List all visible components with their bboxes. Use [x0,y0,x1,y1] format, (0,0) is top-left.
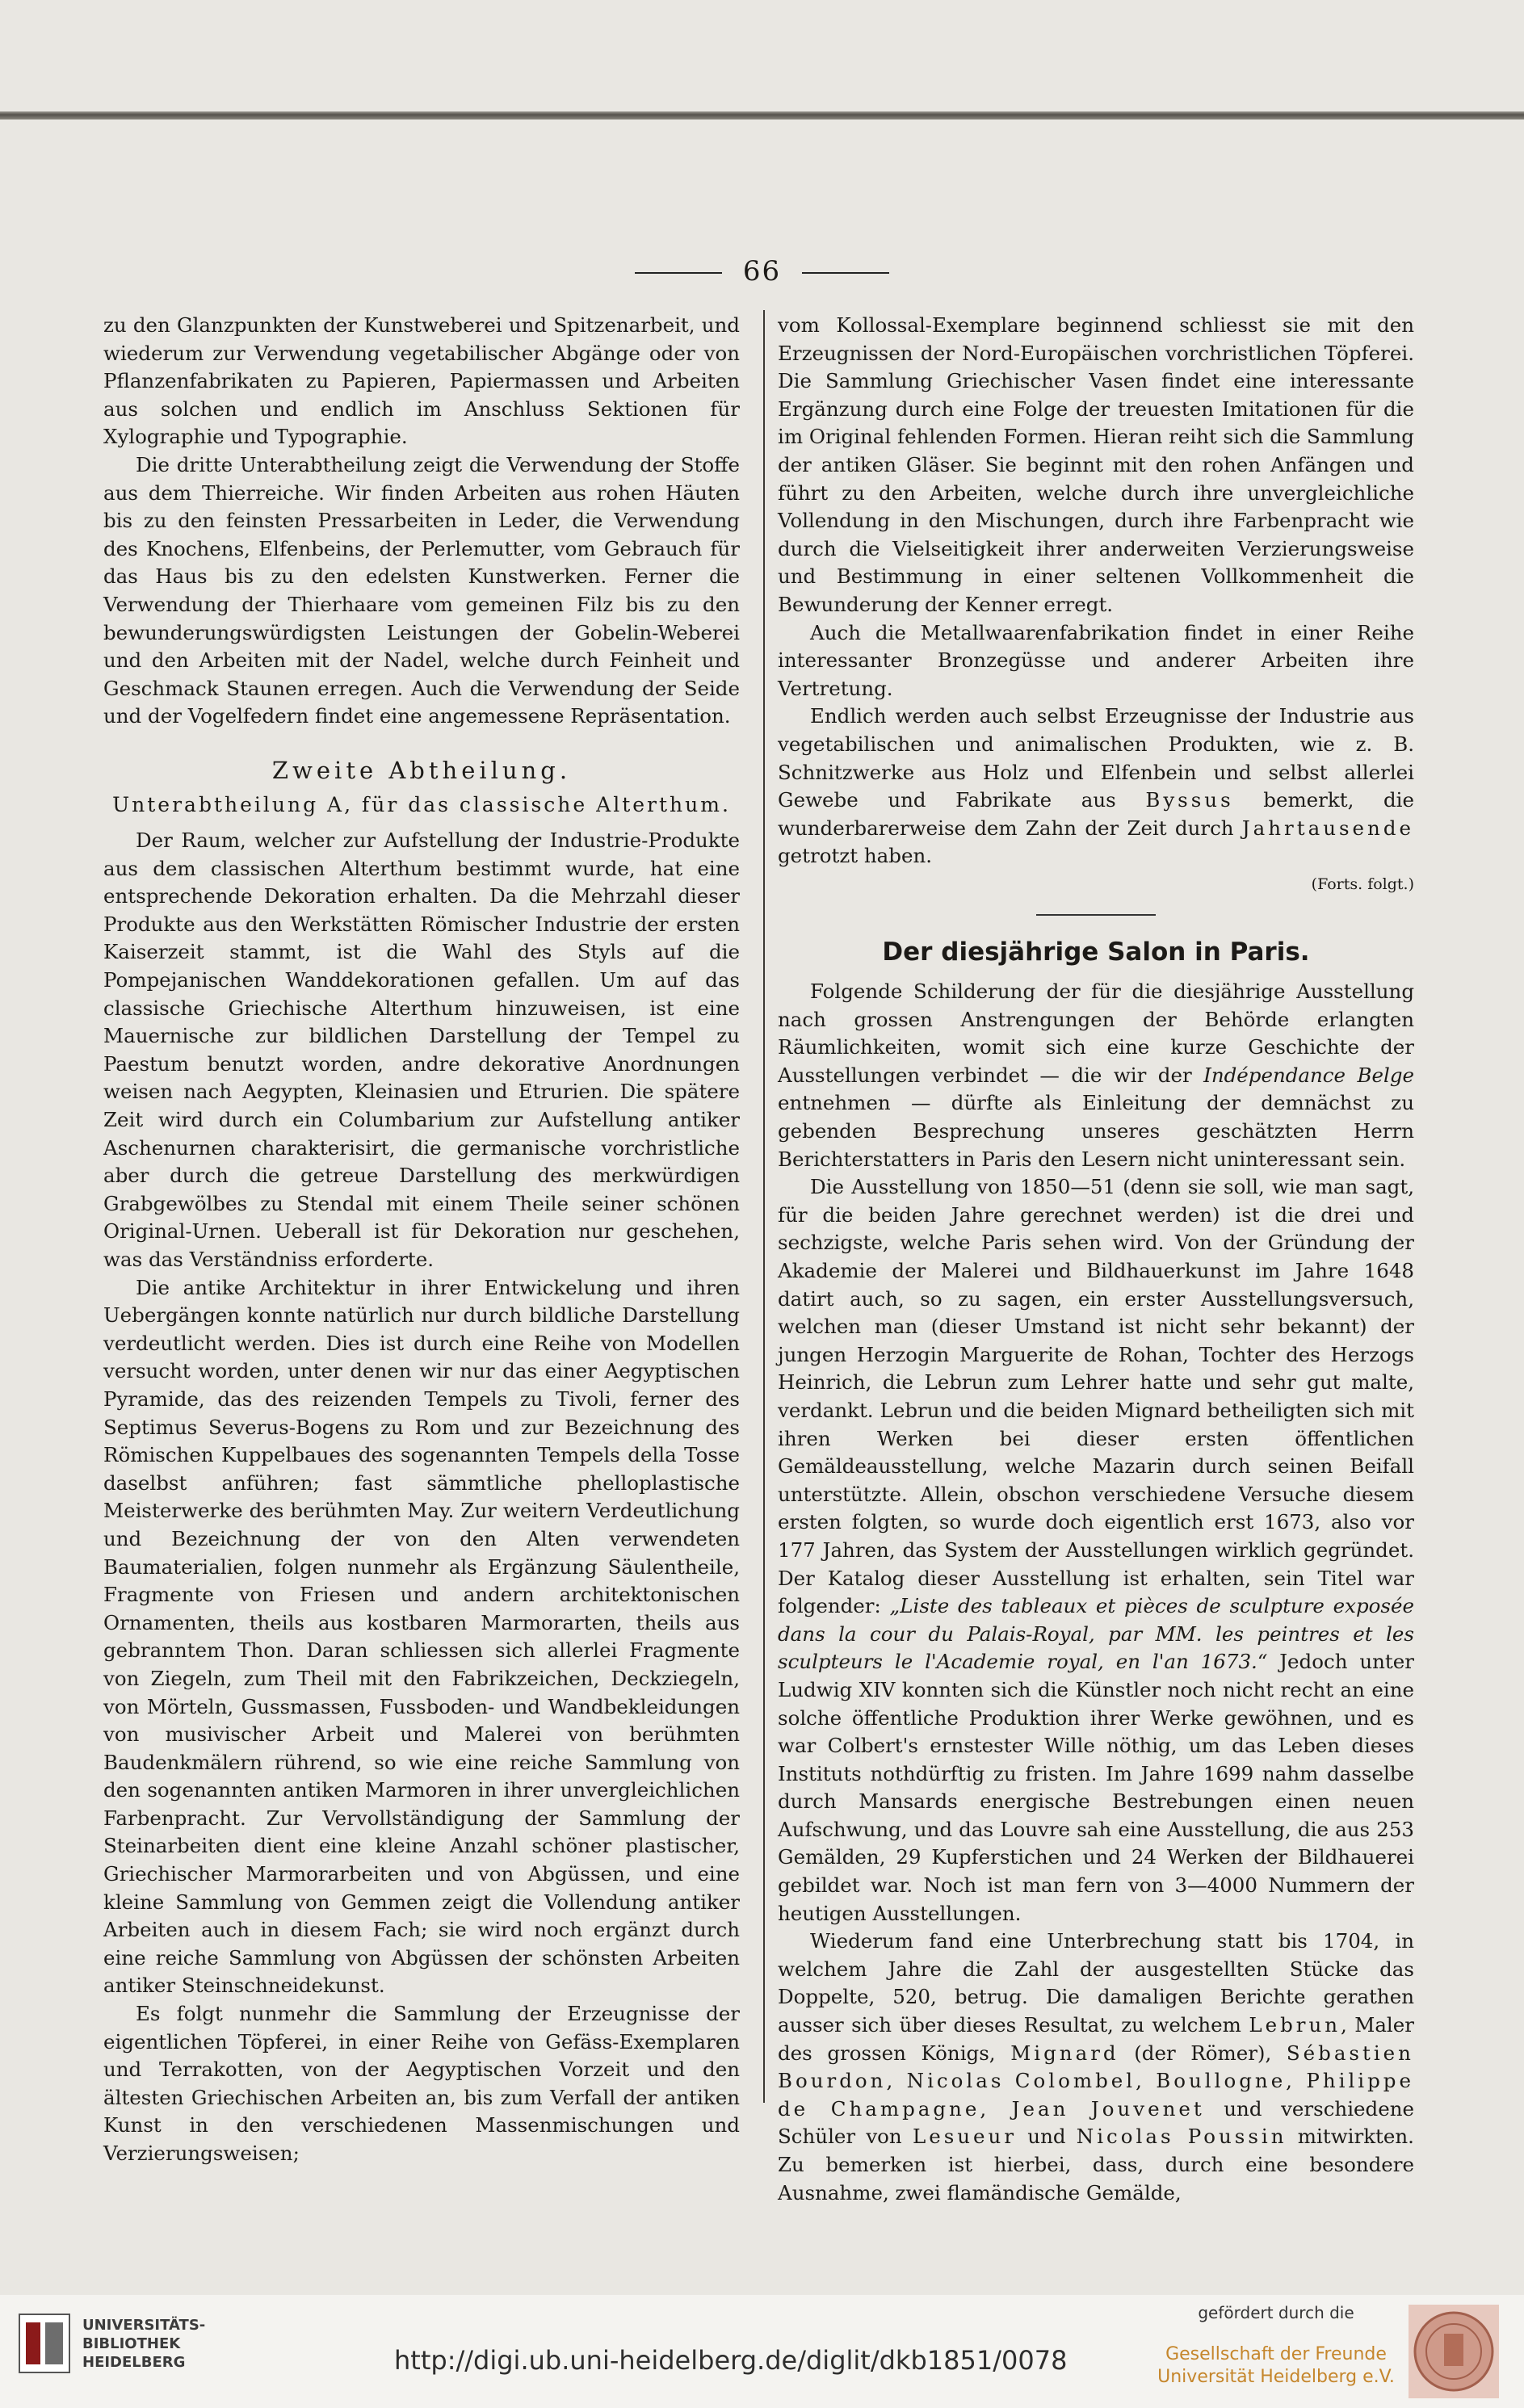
right-paragraph-5 [778,1173,1414,1928]
left-paragraph-5: Es folgt nunmehr die Sammlung der Erzeugnisse der eigentlichen Töpferei, in einer Reihe von Gefäss-Exemplaren und Terrakotten, von der Aegyptischen Vorzeit und den ältesten Griechischen Arbeiten an, bis zum Verfall der antiken Kunst in den verschiedenen Massenmischungen und Verzierungsweisen; [103,2002,740,2165]
right-paragraph-3 [778,703,1414,870]
italic-source: Indépendance Belge [1203,1063,1414,1087]
text-run: Wiederum fand eine Unterbrechung statt bis 1704, in welchem Jahre die Zahl der ausgestellten Stücke das Doppelte, 520, betrug. Die damaligen Berichte gerathen ausser sich über dieses Resultat, zu welchem [778,1929,1414,2037]
sponsor-name [1155,2343,1397,2389]
text-run: Folgende Schilderung der für die diesjährige Ausstellung nach grossen Anstrengungen der Behörde erlangten Räumlichkeiten, womit sich eine kurze Geschichte der Ausstellungen verbindet — die wir der [778,980,1414,1087]
column-divider [763,310,765,2103]
spaced-name-mignard: Mignard [1010,2041,1119,2065]
library-logo-icon [18,2313,71,2374]
italic-catalog-title: „Liste des tableaux et pièces de sculpture exposée dans la cour du Palais-Royal, par MM. les peintres et les sculpteurs le l'Academie royal, en l'an 1673.“ [778,1594,1414,1674]
library-name [82,2316,205,2372]
spaced-word-jahrtausende: Jahrtausende [1241,816,1415,840]
left-dash [635,272,722,274]
left-paragraph-2: Die dritte Unterabtheilung zeigt die Verwendung der Stoffe aus dem Thierreiche. Wir finden Arbeiten aus rohen Häuten bis zu den feinsten Pressarbeiten in Leder, die Verwendung des Knochens, Elfenbeins, der Perlemutter, vom Gebrauch für das Haus bis zu den edelsten Kunstwerken. Ferner die Verwendung der Thierhaare vom gemeinen Filz bis zu den bewunderungswürdigsten Leistungen der Gobelin-Weberei und den Arbeiten mit der Nadel, welche durch Feinheit und Geschmack Staunen erregen. Auch die Verwendung der Seide und der Vogelfedern findet eine angemessene Repräsentation. [103,452,740,728]
spaced-name-lebrun: Lebrun [1249,2013,1341,2037]
left-paragraph-4: Die antike Architektur in ihrer Entwickelung und ihren Uebergängen konnte natürlich nur durch bildliche Darstellung verdeutlicht werden. Dies ist durch eine Reihe von Modellen versucht worden, unter denen wir nur das einer Aegyptischen Pyramide, das des reizenden Tempels zu Tivoli, ferner des Septimus Severus-Bogens zu Rom und zur Bezeichnung des Römischen Kuppelbaues des sogenannten Tempels della Tosse daselbst anführen; fast sämmtliche phelloplastische Meisterwerke des berühmten May. Zur weitern Verdeutlichung und Bezeichnung der von den Alten verwendeten Baumaterialien, folgen nunmehr als Ergänzung Säulentheile, Fragmente von Friesen und andern architektonischen Ornamenten, theils aus kostbaren Marmorarten, theils aus gebranntem Thon. Daran schliessen sich allerlei Fragmente von Ziegeln, zum Theil mit den Fabrikzeichen, Deckziegeln, von Mörteln, Gussmassen, Fussboden- und Wandbekleidungen von musivischer Arbeit und Malerei von berühmten Baudenkmälern rührend, so wie eine reiche Sammlung von den sogenannten antiken Marmoren in ihrer unvergleichlichen Farbenpracht. Zur Vervollständigung der Sammlung der Steinarbeiten dient eine kleine Anzahl schöner plastischer, Griechischer Marmorarbeiten und von Abgüssen, und eine kleine Sammlung von Gemmen zeigt die Vollendung antiker Arbeiten auch in diesem Fach; sie wird noch ergänzt durch eine reiche Sammlung von Abgüssen der schönsten Arbeiten antiker Steinschneidekunst. [103,1275,740,1998]
text-run: Jedoch unter Ludwig XIV konnten sich die Künstler noch nicht recht an eine solche öffentliche Produktion ihrer Werke gewöhnen, und es war Colbert's ernstester Wille nöthig, um das Leben dieses Instituts nothdürftig zu fristen. Im Jahre 1699 nahm dasselbe durch Mansards energische Bestrebungen einen neuen Aufschwung, und das Louvre sah eine Ausstellung, die aus 253 Gemälden, 29 Kupferstichen und 24 Werken der Bildhauerei gebildet war. Noch ist man fern von 3—4000 Nummern der heutigen Ausstellungen. [778,1650,1414,1925]
right-dash [802,272,889,274]
sponsor-name-line: Universität Heidelberg e.V. [1157,2367,1395,2387]
text-run: und verschiedene Schüler von [778,2096,1414,2149]
source-url-link[interactable]: http://digi.ub.uni-heidelberg.de/diglit/dkb1851/0078 [394,2345,1068,2376]
spaced-names-painters: Sébastien Bourdon, Nicolas Colombel, Boullogne, Philippe de Champagne, Jean Jouvenet [778,2041,1414,2121]
continuation-note: (Forts. folgt.) [1311,875,1414,893]
left-paragraph-3: Der Raum, welcher zur Aufstellung der Industrie-Produkte aus dem classischen Alterthum bestimmt wurde, hat eine entsprechende Dekoration erhalten. Da die Mehrzahl dieser Produkte aus den Werkstätten Römischer Industrie der ersten Kaiserzeit stammt, ist die Wahl des Styls auf die Pompejanischen Wanddekorationen gefallen. Um auf das classische Griechische Alterthum hinzuweisen, ist eine Mauernische zur bildlichen Darstellung der Tempel zu Paestum benutzt worden, andre dekorative Anordnungen weisen nach Aegypten, Kleinasien und Etrurien. Die spätere Zeit wird durch ein Columbarium zur Aufstellung antiker Aschenurnen charakterisirt, die germanische vorchristliche aber durch die getreue Darstellung des merkwürdigen Grabgewölbes zu Stendal mit einem Theile seiner schönen Original-Urnen. Ueberall ist für Dekoration nur geschehen, was das Verständniss erforderte. [103,829,740,1271]
text-run: (der Römer), [1134,2041,1272,2065]
spaced-word-byssus: Byssus [1145,788,1234,812]
library-name-line: BIBLIOTHEK [82,2335,181,2352]
section-heading: Zweite Abtheilung. [271,756,572,784]
text-run: getrotzt haben. [778,844,933,868]
page-number: 66 [742,255,782,287]
digitization-footer [0,2295,1524,2408]
page-top-rule [0,111,1524,120]
spaced-name-poussin: Nicolas Poussin [1076,2125,1287,2149]
text-run: mitwirkten. Zu bemerken ist hierbei, dass, durch eine besondere Ausnahme, zwei flamändische Gemälde, [778,2125,1414,2205]
text-run: bemerkt, die wunderbarerweise dem Zahn der Zeit durch [778,788,1414,840]
university-seal-icon [1409,2305,1499,2398]
text-run: , Maler des grossen Königs, [778,2013,1414,2065]
right-paragraph-6 [778,1928,1414,2207]
right-paragraph-2: Auch die Metallwaarenfabrikation findet in einer Reihe interessanter Bronzegüsse und anderer Arbeiten ihre Vertretung. [778,620,1414,700]
section-rule [1036,914,1156,916]
section-subheading: Unterabtheilung A, für das classische Alterthum. [112,792,731,816]
left-paragraph-1: zu den Glanzpunkten der Kunstweberei und Spitzenarbeit, und wiederum zur Verwendung vegetabilischer Abgänge oder von Pflanzenfabrikaten zu Papieren, Papiermassen und Arbeiten aus solchen und endlich im Anschluss Sektionen für Xylographie und Typographie. [103,313,740,449]
text-run: entnehmen — dürfte als Einleitung der demnächst zu gebenden Besprechung unseres geschätzten Herrn Berichterstatters in Paris den Lesern nicht uninteressant sein. [778,1091,1414,1171]
spaced-name-lesueur: Lesueur [912,2125,1018,2149]
library-name-line: HEIDELBERG [82,2354,186,2371]
article-heading: Der diesjährige Salon in Paris. [882,938,1310,967]
right-paragraph-4 [778,978,1414,1173]
left-column [103,312,740,2168]
sponsor-name-line: Gesellschaft der Freunde [1165,2344,1387,2364]
right-paragraph-1: vom Kollossal-Exemplare beginnend schliesst sie mit den Erzeugnissen der Nord-Europäischen vorchristlichen Töpferei. Die Sammlung Griechischer Vasen findet eine interessante Ergänzung durch eine Folge der treuesten Imitationen für die im Original fehlenden Formen. Hieran reiht sich die Sammlung der antiken Gläser. Sie beginnt mit den rohen Anfängen und führt zu den Arbeiten, welche durch ihre unvergleichliche Vollendung in den Mischungen, durch ihre Farbenpracht wie durch die Vielseitigkeit ihrer anderweiten Verzierungsweise und Bestimmung in einer seltenen Vollkommenheit die Bewunderung der Kenner erregt. [778,313,1414,616]
text-run: Die Ausstellung von 1850—51 (denn sie soll, wie man sagt, für die beiden Jahre gerechnet werden) ist die drei und sechzigste, welche Paris sehen wird. Von der Gründung der Akademie der Malerei und Bildhauerkunst im Jahre 1648 datirt auch, so zu sagen, ein erster Ausstellungsversuch, welchen man (dieser Umstand ist nicht sehr bekannt) der jungen Herzogin Marguerite de Rohan, Tochter des Herzogs Heinrich, die Lebrun zum Lehrer hatte und sehr gut malte, verdankt. Lebrun und die beiden Mignard betheiligten sich mit ihren Werken bei dieser ersten öffentlichen Gemäldeausstellung, welche Mazarin durch seinen Beifall unterstützte. Allein, obschon verschiedene Versuche diesem ersten folgten, so wurde doch eigentlich erst 1673, also vor 177 Jahren, das System der Ausstellungen wirklich gegründet. Der Katalog dieser Ausstellung ist erhalten, sein Titel war folgender: [778,1175,1414,1618]
right-column [778,312,1414,2207]
page-number-row [0,255,1524,287]
text-run: und [1027,2125,1066,2149]
sponsor-label: gefördert durch die [1198,2303,1354,2322]
text-run: Endlich werden auch selbst Erzeugnisse der Industrie aus vegetabilischen und animalischen Produkten, wie z. B. Schnitzwerke aus Holz und Elfenbein und selbst allerlei Gewebe und Fabrikate aus [778,704,1414,812]
library-name-line: UNIVERSITÄTS- [82,2317,206,2334]
